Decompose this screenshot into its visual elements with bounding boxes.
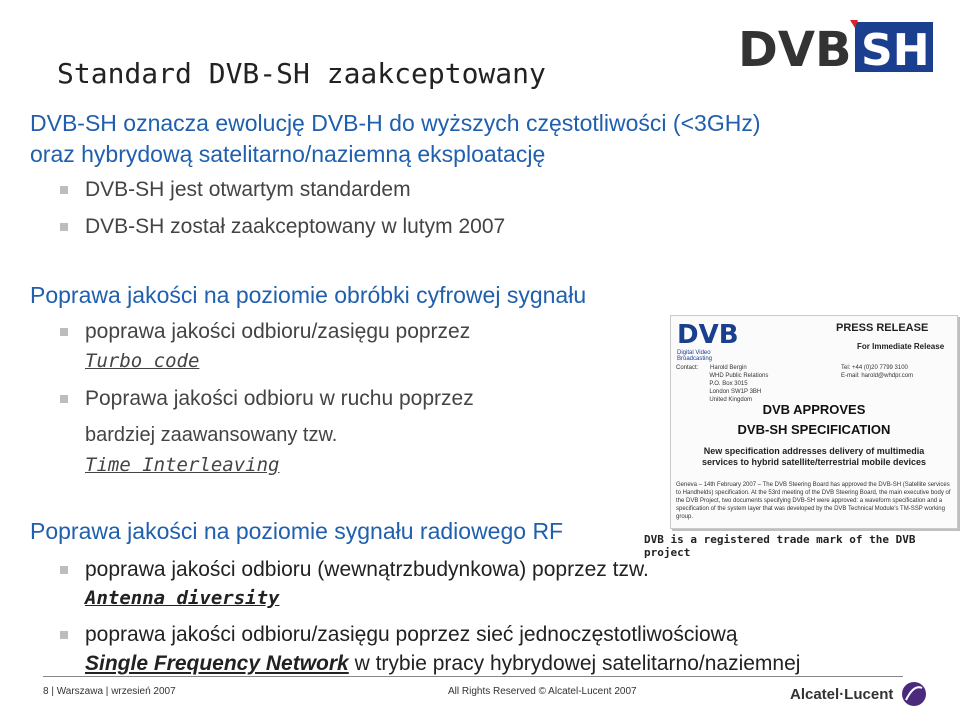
bullet-square-icon — [60, 186, 68, 194]
press-release-image — [670, 315, 958, 529]
section1-bullet-2: DVB-SH został zaakceptowany w lutym 2007 — [85, 215, 506, 238]
section3-bullet-2-line2 — [85, 652, 800, 676]
footer-divider — [43, 676, 903, 677]
slide-title: Standard DVB-SH zaakceptowany — [57, 57, 546, 90]
section2-bullet-1: poprawa jakości odbioru/zasięgu poprzez — [85, 320, 471, 343]
footer-left: 8 | Warszawa | wrzesień 2007 — [43, 686, 176, 697]
press-dvb-logo-sub: Digital Video Broadcasting — [677, 350, 713, 362]
dvb-sh-logo — [738, 20, 933, 74]
section3-bullet-2: poprawa jakości odbioru/zasięgu poprzez sieć jednoczęstotliwościową — [85, 623, 738, 646]
sfn-tail: w trybie pracy hybrydowej satelitarno/naziemnej — [348, 652, 801, 675]
press-approves-line2: DVB-SH SPECIFICATION — [737, 422, 891, 437]
press-contact: Contact: Harold Bergin WHD Public Relations P.O. Box 3015 London SW1P 3BH United Kingdom — [676, 365, 769, 403]
press-subhead-line1: New specification addresses delivery of multimedia — [703, 446, 925, 456]
bullet-square-icon — [60, 223, 68, 231]
logo-sh-text: SH — [861, 25, 930, 74]
section2-bullet-2: Poprawa jakości odbioru w ruchu poprzez — [85, 387, 474, 410]
section1-heading-line1: DVB-SH oznacza ewolucję DVB-H do wyższych częstotliwości (<3GHz) — [30, 110, 761, 136]
bullet-square-icon — [60, 566, 68, 574]
press-subhead-line2: services to hybrid satellite/terrestrial mobile devices — [701, 457, 927, 467]
antenna-diversity-link: Antenna diversity — [85, 587, 280, 609]
alcatel-lucent-text: Alcatel·Lucent — [790, 686, 894, 703]
section1-bullet-1: DVB-SH jest otwartym standardem — [85, 178, 411, 201]
section3-heading: Poprawa jakości na poziomie sygnału radiowego RF — [30, 518, 564, 544]
bullet-square-icon — [60, 395, 68, 403]
press-body: Geneva – 14th February 2007 – The DVB Steering Board has approved the DVB-SH (Satellite services to Handhelds) specification. At the 53rd meeting of the DVB Steering Board, the main executive body of the DVB Project, two documents specifying DVB-SH were approved: a waveform specification and a specification of the system layer that was developed by the DVB Technical Module's TM-SSP working group. — [676, 482, 951, 520]
press-approves-line1: DVB APPROVES — [762, 402, 866, 417]
section3-bullet-1: poprawa jakości odbioru (wewnątrzbudynkowa) poprzez tzw. — [85, 558, 649, 581]
bullet-square-icon — [60, 631, 68, 639]
turbo-code-link: Turbo code — [85, 350, 200, 372]
bullet-square-icon — [60, 328, 68, 336]
press-dvb-logo: DVB — [677, 320, 739, 350]
footer-rights: All Rights Reserved © Alcatel-Lucent 2007 — [448, 686, 637, 697]
trademark-note: DVB is a registered trade mark of the DVB project — [644, 533, 916, 559]
section2-heading: Poprawa jakości na poziomie obróbki cyfrowej sygnału — [30, 282, 587, 308]
alcatel-lucent-globe-icon — [902, 682, 926, 706]
sfn-link: Single Frequency Network — [85, 652, 349, 675]
press-contact-right: Tel: +44 (0)20 7799 3100 E-mail: harold@whdpr.com — [841, 365, 914, 379]
time-interleaving-link: Time Interleaving — [85, 454, 280, 476]
press-header: PRESS RELEASE — [836, 322, 929, 334]
section1-heading-line2: oraz hybrydową satelitarno/naziemną eksploatację — [30, 141, 546, 167]
section2-bullet-2-line2: bardziej zaawansowany tzw. — [85, 424, 338, 446]
press-for-release: For Immediate Release — [857, 342, 945, 351]
alcatel-lucent-logo — [790, 680, 930, 708]
logo-dvb-text: DVB — [738, 22, 852, 74]
